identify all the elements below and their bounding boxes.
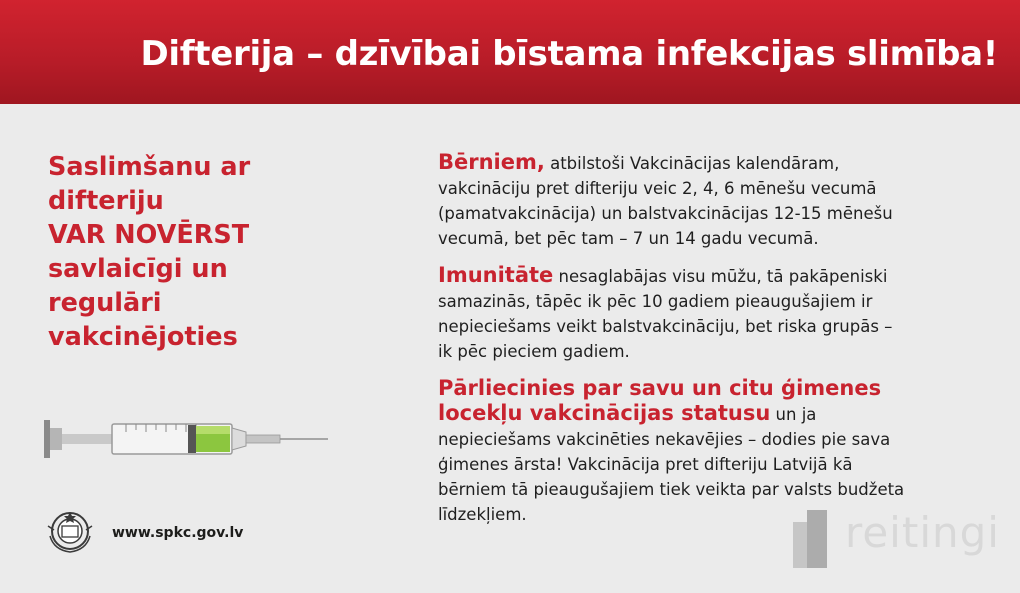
- immunity-paragraph: [438, 263, 998, 364]
- paragraph-line: vecumā, bet pēc tam – 7 un 14 gadu vecumā.: [438, 229, 819, 248]
- info-column: [438, 150, 998, 539]
- watermark: [793, 502, 1003, 572]
- paragraph-line: samazinās, tāpēc ik pēc 10 gadiem pieaugušajiem ir: [438, 292, 873, 311]
- paragraph-text: atbilstoši Vakcinācijas kalendāram,: [544, 154, 840, 173]
- syringe-icon: [44, 414, 334, 468]
- slogan-line: vakcinējoties: [48, 322, 238, 352]
- slogan-line: VAR NOVĒRST: [48, 220, 250, 250]
- header-banner: [0, 0, 1020, 104]
- paragraph-line: nepieciešams vakcinēties nekavējies – dodies pie sava: [438, 430, 891, 449]
- paragraph-line: ģimenes ārsta! Vakcinācija pret difteriju Latvijā kā: [438, 455, 853, 474]
- slogan-line: savlaicīgi un: [48, 254, 228, 284]
- paragraph-lead: Imunitāte: [438, 263, 554, 287]
- paragraph-line: nepieciešams veikt balstvakcināciju, bet riska grupās –: [438, 317, 893, 336]
- paragraph-lead: Pārliecinies par savu un citu ģimenes: [438, 376, 882, 400]
- paragraph-line: bērniem tā pieaugušajiem tiek veikta par valsts budžeta: [438, 480, 905, 499]
- watermark-text: reitingi: [845, 508, 1000, 557]
- footer-logo-row: [44, 506, 243, 560]
- slogan-line: regulāri: [48, 288, 162, 318]
- slogan-line: Saslimšanu ar: [48, 152, 251, 182]
- slogan: [48, 150, 368, 354]
- slogan-line: difteriju: [48, 186, 164, 216]
- paragraph-lead: locekļu vakcinācijas statusu: [438, 401, 771, 425]
- paragraph-line: vakcināciju pret difteriju veic 2, 4, 6 mēnešu vecumā: [438, 179, 877, 198]
- page-title: Difterija – dzīvībai bīstama infekcijas slimība!: [140, 34, 998, 74]
- paragraph-text: un ja: [770, 405, 817, 424]
- children-paragraph: [438, 150, 998, 251]
- coat-of-arms-icon: [44, 506, 96, 560]
- paragraph-line: līdzekļiem.: [438, 505, 527, 524]
- paragraph-text: nesaglabājas visu mūžu, tā pakāpeniski: [553, 267, 888, 286]
- paragraph-line: (pamatvakcinācija) un balstvakcinācijas 12-15 mēnešu: [438, 204, 893, 223]
- paragraph-lead: Bērniem,: [438, 150, 545, 174]
- website-link[interactable]: www.spkc.gov.lv: [112, 525, 244, 541]
- paragraph-line: ik pēc pieciem gadiem.: [438, 342, 630, 361]
